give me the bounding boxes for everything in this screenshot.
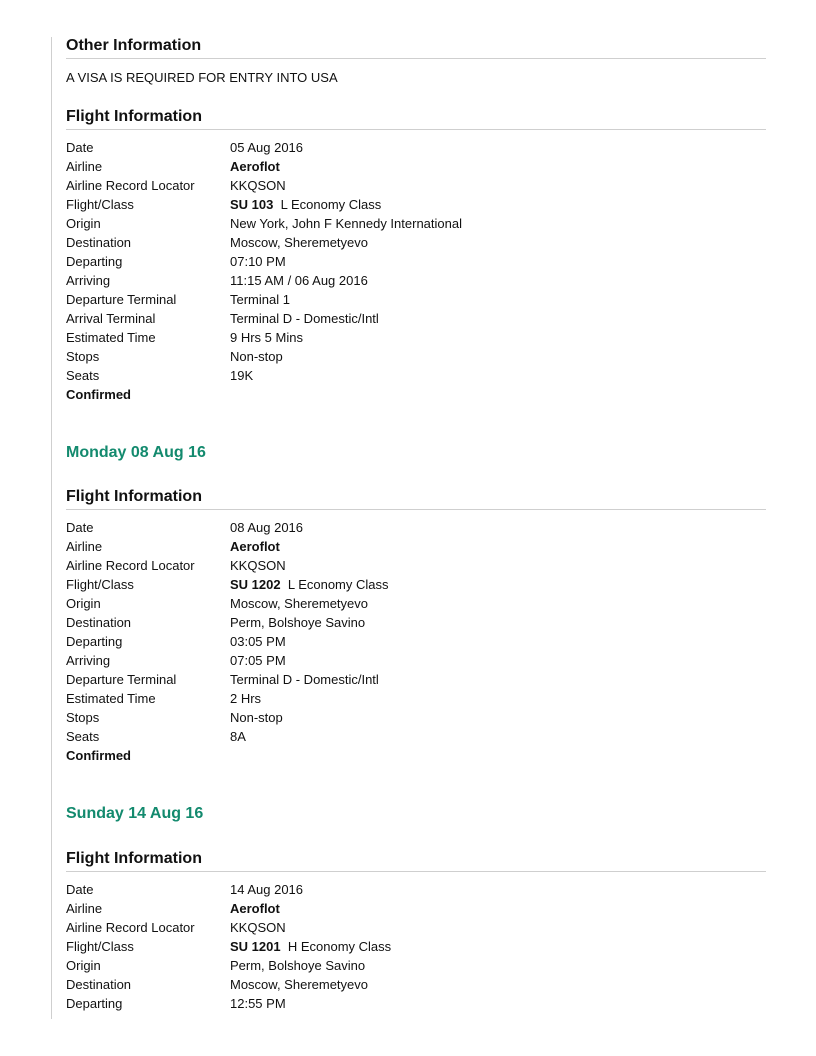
- label: Seats: [66, 368, 100, 383]
- label: Airline: [66, 901, 103, 916]
- row-flight-class: [66, 195, 766, 214]
- fare-class: L Economy Class: [287, 577, 389, 592]
- label: Arrival Terminal: [66, 311, 156, 326]
- row-airline: [66, 537, 766, 556]
- value: 07:05 PM: [230, 653, 286, 668]
- row-departure-terminal: [66, 670, 766, 689]
- label: Date: [66, 882, 94, 897]
- row-origin: [66, 956, 766, 975]
- value: 03:05 PM: [230, 634, 286, 649]
- value: KKQSON: [230, 920, 286, 935]
- row-origin: [66, 594, 766, 613]
- flight-details: [66, 138, 766, 404]
- label: Date: [66, 140, 94, 155]
- value: Terminal D - Domestic/Intl: [230, 672, 379, 687]
- label: Origin: [66, 958, 101, 973]
- row-departing: [66, 994, 766, 1013]
- value: 07:10 PM: [230, 254, 286, 269]
- value: 2 Hrs: [230, 691, 262, 706]
- row-departing: [66, 632, 766, 651]
- day-heading: Sunday 14 Aug 16: [66, 805, 204, 822]
- flight-details: [66, 880, 766, 1013]
- value: KKQSON: [230, 558, 286, 573]
- label: Arriving: [66, 273, 111, 288]
- value: 8A: [230, 729, 246, 744]
- value: Moscow, Sheremetyevo: [230, 596, 369, 611]
- value: 9 Hrs 5 Mins: [230, 330, 303, 345]
- label: Airline Record Locator: [66, 178, 195, 193]
- row-stops: [66, 708, 766, 727]
- label: Departing: [66, 634, 123, 649]
- row-date: [66, 138, 766, 157]
- value: 08 Aug 2016: [230, 520, 304, 535]
- label: Destination: [66, 615, 132, 630]
- label: Stops: [66, 710, 100, 725]
- section-title: Flight Information: [66, 849, 766, 872]
- row-date: [66, 880, 766, 899]
- label: Destination: [66, 235, 132, 250]
- value: Perm, Bolshoye Savino: [230, 615, 366, 630]
- flight-information-1: [66, 107, 766, 404]
- row-stops: [66, 347, 766, 366]
- day-heading: Monday 08 Aug 16: [66, 444, 206, 461]
- airline-name: Aeroflot: [230, 539, 280, 554]
- value: 19K: [230, 368, 254, 383]
- other-information-section: [66, 36, 766, 87]
- row-destination: [66, 613, 766, 632]
- section-title: Flight Information: [66, 107, 766, 130]
- value: Non-stop: [230, 349, 283, 364]
- fare-class: L Economy Class: [280, 197, 382, 212]
- label: Departure Terminal: [66, 292, 177, 307]
- label: Airline: [66, 539, 103, 554]
- row-airline: [66, 157, 766, 176]
- other-information-text: A VISA IS REQUIRED FOR ENTRY INTO USA: [66, 70, 338, 85]
- value: Non-stop: [230, 710, 283, 725]
- value: 11:15 AM / 06 Aug 2016: [230, 273, 368, 288]
- row-flight-class: [66, 575, 766, 594]
- flight-number: SU 1201: [230, 939, 281, 954]
- value: 14 Aug 2016: [230, 882, 304, 897]
- label: Flight/Class: [66, 197, 134, 212]
- label: Departing: [66, 996, 123, 1011]
- booking-status: Confirmed: [66, 748, 131, 763]
- value: Terminal 1: [230, 292, 290, 307]
- label: Departure Terminal: [66, 672, 177, 687]
- row-departing: [66, 252, 766, 271]
- label: Airline: [66, 159, 103, 174]
- value: Perm, Bolshoye Savino: [230, 958, 366, 973]
- label: Airline Record Locator: [66, 558, 195, 573]
- value: Moscow, Sheremetyevo: [230, 977, 369, 992]
- label: Seats: [66, 729, 100, 744]
- row-flight-class: [66, 937, 766, 956]
- flight-information-2: [66, 487, 766, 765]
- row-airline: [66, 899, 766, 918]
- row-record-locator: [66, 556, 766, 575]
- flight-number: SU 1202: [230, 577, 281, 592]
- label: Estimated Time: [66, 691, 156, 706]
- left-border-rule: [51, 37, 52, 1019]
- value: KKQSON: [230, 178, 286, 193]
- section-title: Flight Information: [66, 487, 766, 510]
- row-record-locator: [66, 176, 766, 195]
- flight-details: [66, 518, 766, 765]
- row-destination: [66, 975, 766, 994]
- row-estimated-time: [66, 689, 766, 708]
- row-origin: [66, 214, 766, 233]
- label: Date: [66, 520, 94, 535]
- booking-status: Confirmed: [66, 387, 131, 402]
- flight-information-3: [66, 849, 766, 1013]
- section-title: Other Information: [66, 36, 766, 59]
- row-estimated-time: [66, 328, 766, 347]
- itinerary-content: [66, 36, 766, 1013]
- airline-name: Aeroflot: [230, 159, 280, 174]
- value: 05 Aug 2016: [230, 140, 304, 155]
- row-arrival-terminal: [66, 309, 766, 328]
- label: Flight/Class: [66, 939, 134, 954]
- value: New York, John F Kennedy International: [230, 216, 462, 231]
- airline-name: Aeroflot: [230, 901, 280, 916]
- row-seats: [66, 366, 766, 385]
- label: Origin: [66, 596, 101, 611]
- label: Stops: [66, 349, 100, 364]
- row-departure-terminal: [66, 290, 766, 309]
- label: Destination: [66, 977, 132, 992]
- row-date: [66, 518, 766, 537]
- row-destination: [66, 233, 766, 252]
- label: Origin: [66, 216, 101, 231]
- label: Airline Record Locator: [66, 920, 195, 935]
- fare-class: H Economy Class: [287, 939, 392, 954]
- value: Moscow, Sheremetyevo: [230, 235, 369, 250]
- flight-number: SU 103: [230, 197, 274, 212]
- label: Estimated Time: [66, 330, 156, 345]
- label: Departing: [66, 254, 123, 269]
- row-record-locator: [66, 918, 766, 937]
- label: Arriving: [66, 653, 111, 668]
- value: Terminal D - Domestic/Intl: [230, 311, 379, 326]
- row-arriving: [66, 651, 766, 670]
- value: 12:55 PM: [230, 996, 286, 1011]
- row-seats: [66, 727, 766, 746]
- row-arriving: [66, 271, 766, 290]
- label: Flight/Class: [66, 577, 134, 592]
